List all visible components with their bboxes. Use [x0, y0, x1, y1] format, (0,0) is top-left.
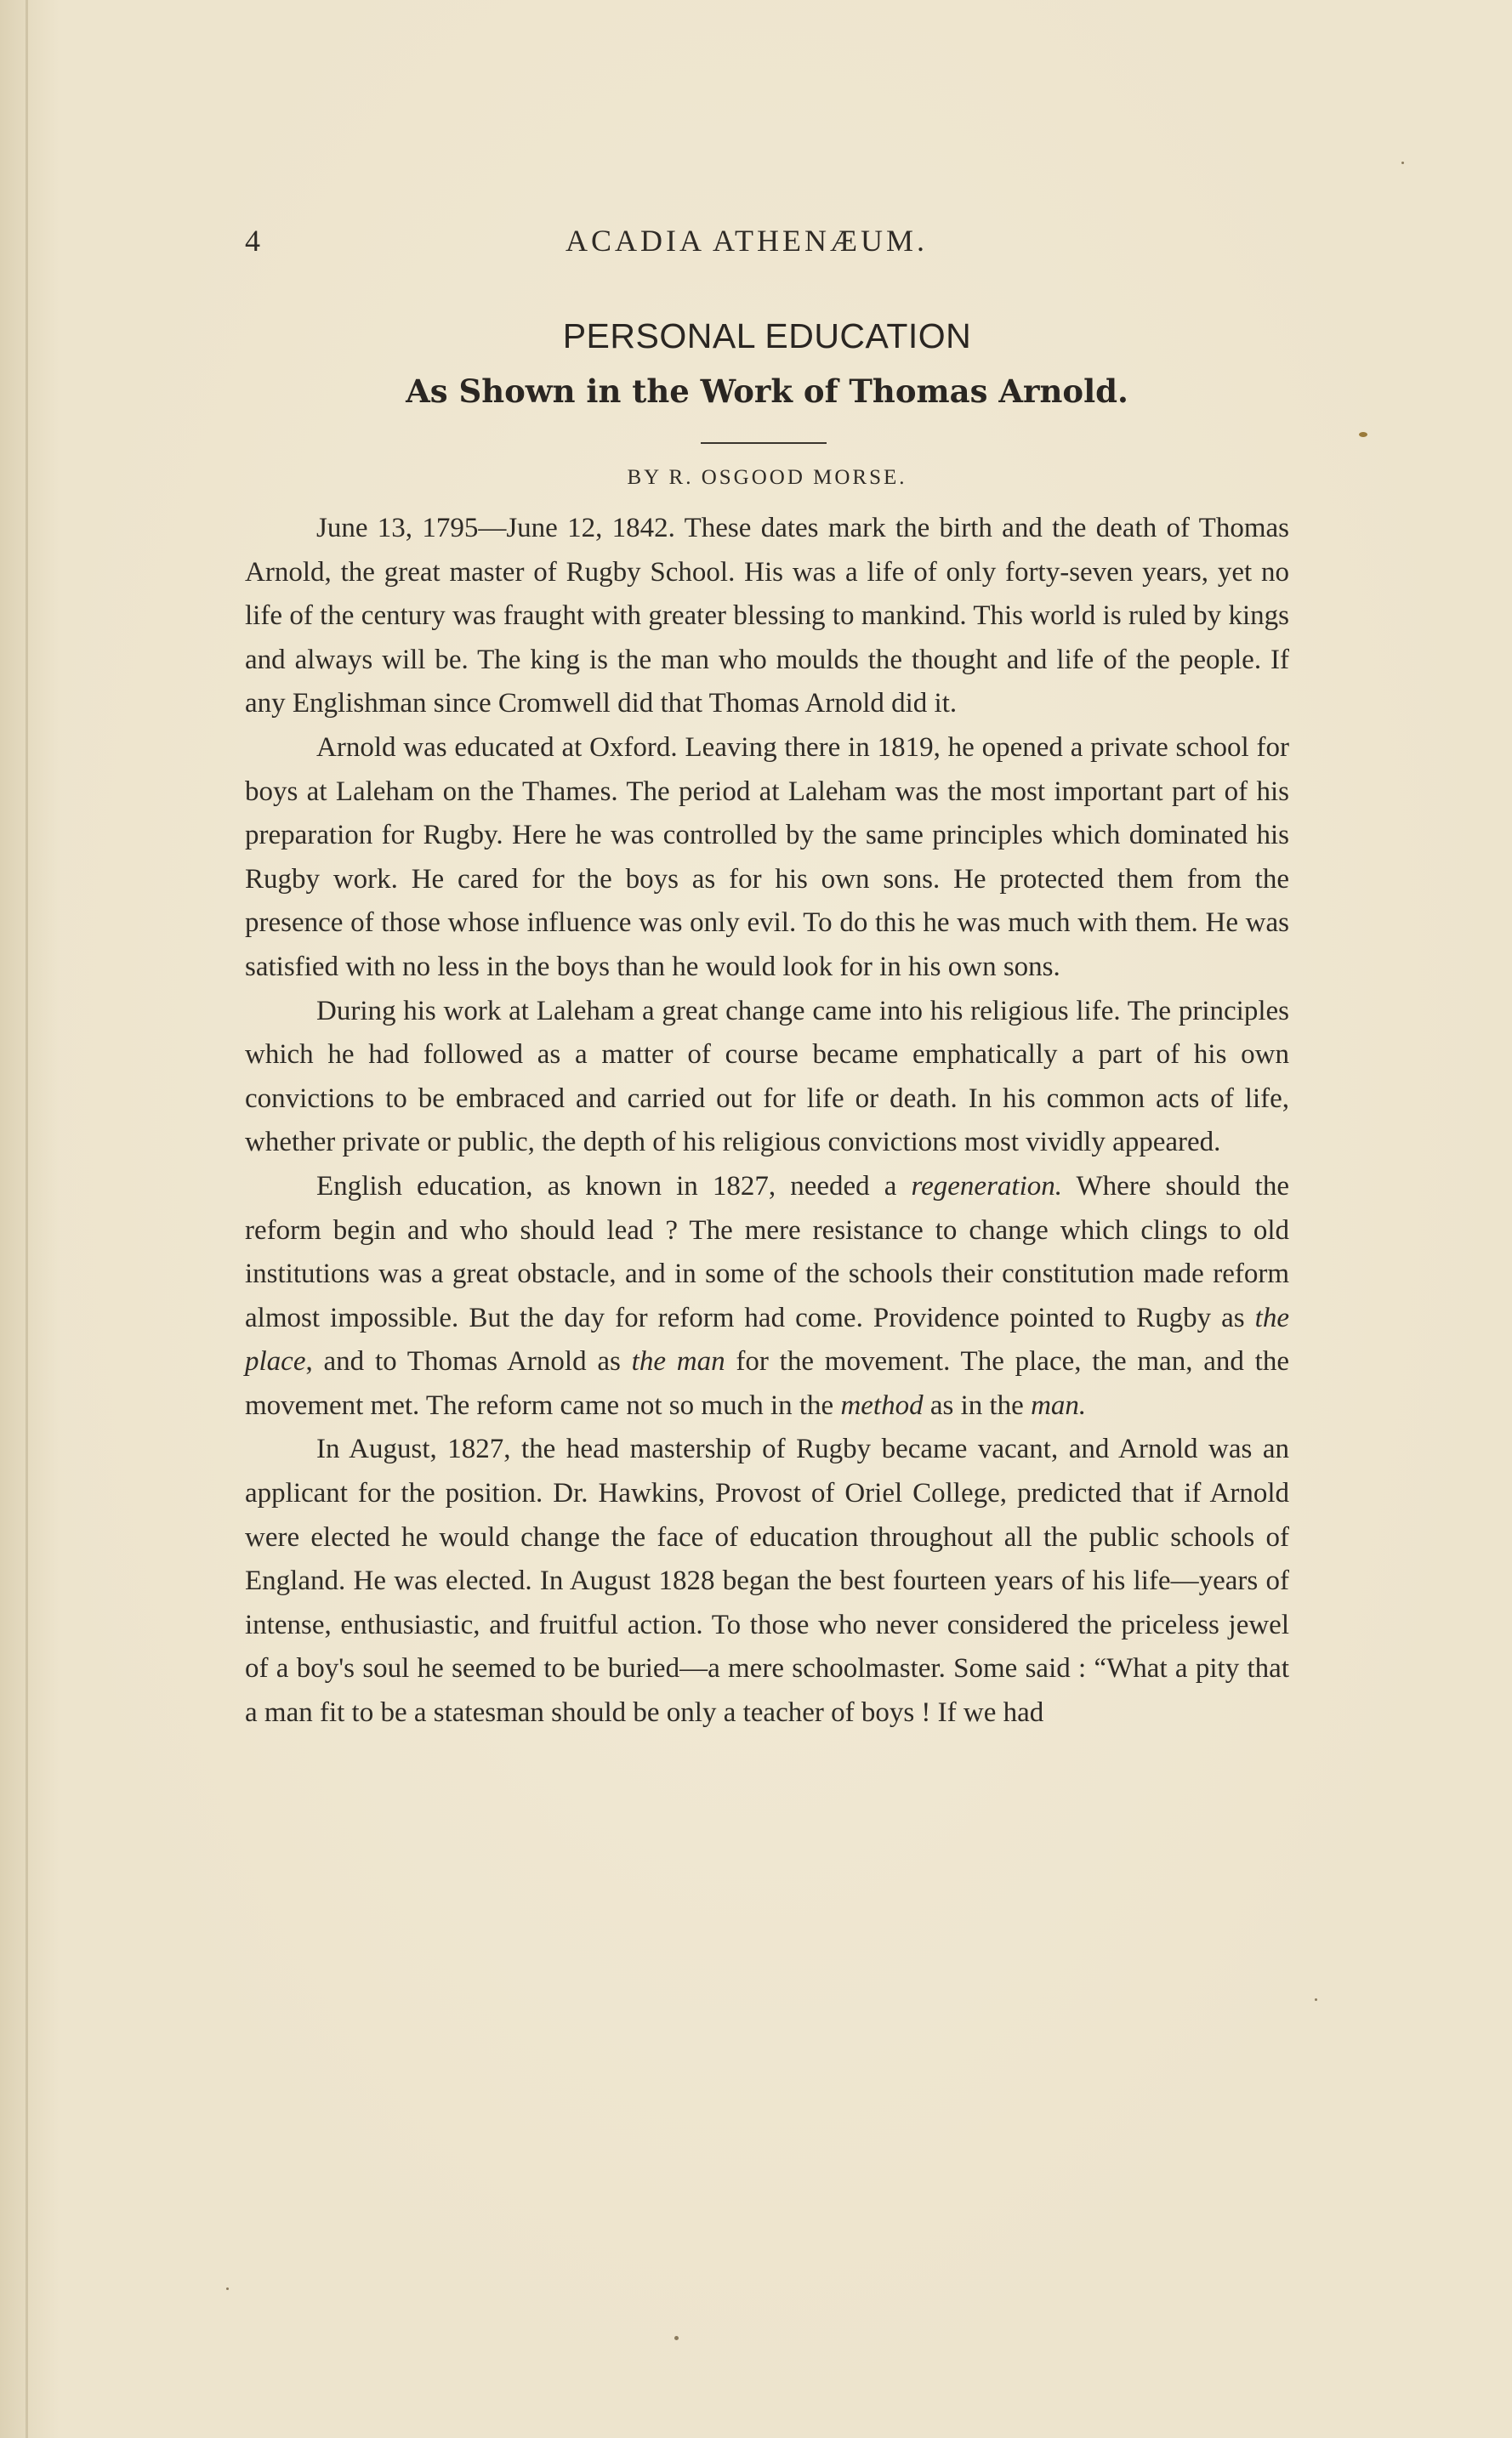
running-head — [245, 223, 1289, 265]
paragraph-4 — [245, 1165, 1289, 1429]
paper-speck — [674, 2336, 679, 2340]
article-title: PERSONAL EDUCATION — [562, 316, 972, 355]
paragraph-1: June 13, 1795—June 12, 1842. These dates mark the birth and the death of Thomas Arnold, the great master of Rugby School. His was a life of only forty-seven years, yet no life of the century was fraught with greater blessing to mankind. This world is ruled by kings and always will be. The king is the man who moulds the thought and life of the people. If any Englishman since Cromwell did that Thomas Arnold did it. — [245, 513, 1289, 719]
paper-speck — [226, 2287, 229, 2290]
paper-speck — [1359, 432, 1367, 437]
title-rule — [701, 442, 827, 444]
paragraph-4-italic-method: method — [840, 1389, 924, 1421]
journal-title: ACADIA ATHENÆUM. — [565, 224, 929, 258]
byline: BY R. OSGOOD MORSE. — [627, 466, 907, 489]
article-subtitle: As Shown in the Work of Thomas Arnold. — [406, 372, 1128, 410]
article-body — [245, 507, 1289, 1736]
paper-speck — [1315, 1998, 1317, 2001]
paragraph-4-text-3: , and to Thomas Arnold as — [305, 1346, 632, 1378]
page-number: 4 — [245, 224, 261, 258]
paragraph-4-text-4: for the movement. The place, the man, and the movement met. The reform came not so much in the — [245, 1346, 1289, 1421]
paragraph-4-italic-the-place: the place — [245, 1302, 1289, 1378]
paragraph-3: During his work at Laleham a great change came into his religious life. The principles which he had followed as a matter of course became emphatically a part of his own convictions to be embraced and carried out for life or death. In his common acts of life, whether private or public, the depth of his religious convictions most vividly appeared. — [245, 995, 1289, 1158]
paragraph-2: Arnold was educated at Oxford. Leaving there in 1819, he opened a private school for boys at Laleham on the Thames. The period at Laleham was the most important part of his preparation for Rugby. Here he was controlled by the same principles which dominated his Rugby work. He cared for the boys as for his own sons. He protected them from the presence of those whose influence was only evil. To do this he was much with them. He was satisfied with no less in the boys than he would look for in his own sons. — [245, 731, 1289, 982]
paragraph-4-italic-man: man. — [1031, 1389, 1087, 1421]
paragraph-5: In August, 1827, the head mastership of Rugby became vacant, and Arnold was an applicant for the position. Dr. Hawkins, Provost of Oriel College, predicted that if Arnold were elected he would change the face of education throughout all the public schools of England. He was elected. In August 1828 began the best fourteen years of his life—years of intense, enthusiastic, and fruitful action. To those who never considered the priceless jewel of a boy's soul he seemed to be buried—a mere schoolmaster. Some said : “What a pity that a man fit to be a statesman should be only a teacher of boys ! If we had — [245, 1434, 1289, 1729]
paragraph-4-italic-regeneration: regeneration. — [911, 1170, 1063, 1202]
paper-speck — [1401, 162, 1404, 164]
paragraph-4-text-2: Where should the reform begin and who should lead ? The mere resistance to change which clings to old institutions was a great obstacle, and in some of the schools their constitution made reform almost impossible. But the day for reform had come. Providence pointed to Rugby as — [245, 1170, 1289, 1333]
page-left-edge — [26, 0, 28, 2438]
paragraph-4-italic-the-man: the man — [631, 1346, 725, 1378]
paragraph-4-text-1: English education, as known in 1827, needed a — [316, 1170, 912, 1202]
paragraph-4-text-5: as in the — [923, 1389, 1032, 1421]
